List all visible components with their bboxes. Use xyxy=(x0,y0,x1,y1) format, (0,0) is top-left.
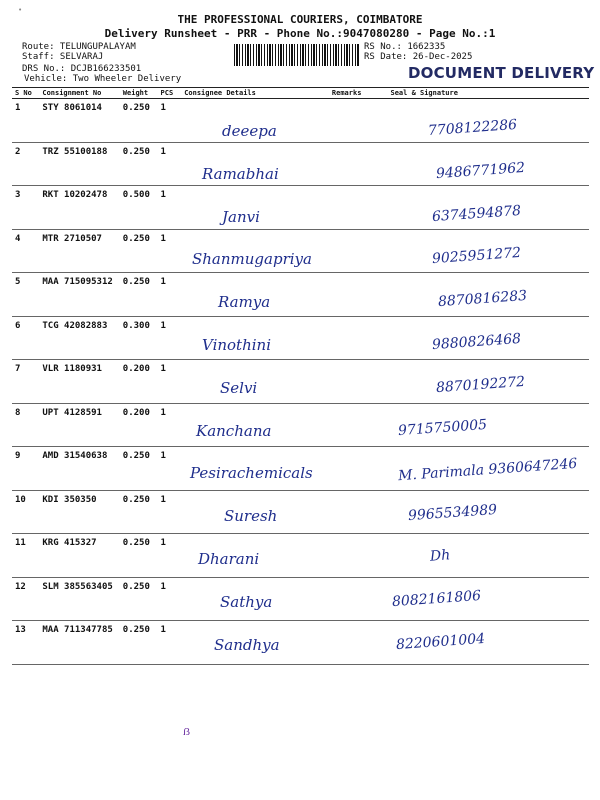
row-weight: 0.500 xyxy=(120,186,158,230)
row-remarks-cell xyxy=(329,534,388,578)
company-title: THE PROFESSIONAL COURIERS, COIMBATORE xyxy=(177,13,423,26)
col-consignee: Consignee Details xyxy=(181,88,329,99)
row-pcs: 1 xyxy=(158,447,182,491)
handwritten-consignee-name: Shanmugapriya xyxy=(192,250,312,269)
row-remarks-cell xyxy=(329,186,388,230)
row-consignment-no: VLR 1180931 xyxy=(39,360,119,404)
handwritten-consignee-name: Dharani xyxy=(198,550,260,568)
handwritten-signature: 9880826468 xyxy=(431,330,522,354)
handwritten-signature: Dh xyxy=(429,547,451,565)
handwritten-signature: 8082161806 xyxy=(391,587,482,610)
row-sno: 11 xyxy=(12,534,39,578)
row-consignment-no: MTR 2710507 xyxy=(39,229,119,273)
handwritten-consignee-name: Pesirachemicals xyxy=(190,464,313,483)
row-sno: 5 xyxy=(12,273,39,317)
corner-mark: • xyxy=(18,6,23,14)
row-weight: 0.250 xyxy=(120,142,158,186)
handwritten-consignee-name: Vinothini xyxy=(202,336,272,354)
row-weight: 0.200 xyxy=(120,360,158,404)
row-consignment-no: SLM 385563405 xyxy=(39,577,119,621)
row-sno: 1 xyxy=(12,99,39,143)
table-header-row xyxy=(12,88,589,99)
row-sno: 4 xyxy=(12,229,39,273)
row-weight: 0.250 xyxy=(120,273,158,317)
row-pcs: 1 xyxy=(158,316,182,360)
row-consignment-no: MAA 711347785 xyxy=(39,621,119,665)
col-remarks: Remarks xyxy=(329,88,388,99)
row-remarks-cell xyxy=(329,360,388,404)
table-row xyxy=(12,621,589,665)
row-consignment-no: UPT 4128591 xyxy=(39,403,119,447)
handwritten-signature: 8870192272 xyxy=(435,373,526,396)
col-consignment: Consignment No xyxy=(39,88,119,99)
row-pcs: 1 xyxy=(158,142,182,186)
handwritten-signature: M. Parimala 9360647246 xyxy=(397,456,578,485)
handwritten-consignee-name: Selvi xyxy=(220,378,258,397)
row-pcs: 1 xyxy=(158,577,182,621)
row-consignment-no: AMD 31540638 xyxy=(39,447,119,491)
row-remarks-cell xyxy=(329,142,388,186)
handwritten-consignee-name: Ramabhai xyxy=(202,164,279,183)
row-pcs: 1 xyxy=(158,490,182,534)
row-remarks-cell xyxy=(329,273,388,317)
handwritten-consignee-name: Kanchana xyxy=(196,421,272,440)
row-sno: 12 xyxy=(12,577,39,621)
staff-label: Staff: SELVARAJ xyxy=(22,52,104,62)
row-consignment-no: KDI 350350 xyxy=(39,490,119,534)
row-weight: 0.250 xyxy=(120,577,158,621)
row-sno: 3 xyxy=(12,186,39,230)
handwritten-signature: 9965534989 xyxy=(407,502,498,525)
row-sno: 8 xyxy=(12,403,39,447)
handwritten-consignee-name: Janvi xyxy=(222,207,260,226)
row-remarks-cell xyxy=(329,403,388,447)
row-consignment-no: TCG 42082883 xyxy=(39,316,119,360)
row-remarks-cell xyxy=(329,99,388,143)
purple-mark: ẞ xyxy=(183,727,191,738)
table-row xyxy=(12,490,589,534)
row-pcs: 1 xyxy=(158,403,182,447)
barcode-image xyxy=(234,44,360,66)
row-pcs: 1 xyxy=(158,273,182,317)
row-remarks-cell xyxy=(329,316,388,360)
row-sno: 6 xyxy=(12,316,39,360)
row-consignment-no: MAA 715095312 xyxy=(39,273,119,317)
row-pcs: 1 xyxy=(158,534,182,578)
row-weight: 0.250 xyxy=(120,534,158,578)
table-row xyxy=(12,403,589,447)
handwritten-signature: 8870816283 xyxy=(437,288,528,311)
col-sno: S No xyxy=(12,88,39,99)
row-sno: 7 xyxy=(12,360,39,404)
row-weight: 0.250 xyxy=(120,99,158,143)
vehicle-label: Vehicle: Two Wheeler Delivery xyxy=(24,74,182,84)
handwritten-signature: 7708122286 xyxy=(427,116,518,140)
table-row xyxy=(12,577,589,621)
row-sno: 9 xyxy=(12,447,39,491)
document-delivery-heading: DOCUMENT DELIVERY xyxy=(408,64,595,82)
row-sno: 13 xyxy=(12,621,39,665)
row-remarks-cell xyxy=(329,229,388,273)
handwritten-consignee-name: Ramya xyxy=(218,293,271,312)
row-weight: 0.300 xyxy=(120,316,158,360)
handwritten-signature: 9715750005 xyxy=(397,416,488,439)
handwritten-consignee-name: Sandhya xyxy=(214,635,280,654)
row-remarks-cell xyxy=(329,490,388,534)
handwritten-signature: 6374594878 xyxy=(431,202,522,225)
row-consignment-no: TRZ 55100188 xyxy=(39,142,119,186)
col-pcs: PCS xyxy=(158,88,182,99)
row-consignment-no: STY 8061014 xyxy=(39,99,119,143)
row-signature-cell xyxy=(388,534,590,578)
row-remarks-cell xyxy=(329,577,388,621)
row-pcs: 1 xyxy=(158,621,182,665)
row-pcs: 1 xyxy=(158,99,182,143)
runsheet-line: Delivery Runsheet - PRR - Phone No.:9047080280 - Page No.:1 xyxy=(104,27,496,40)
handwritten-signature: 9025951272 xyxy=(431,245,522,268)
rs-no-label: RS No.: 1662335 xyxy=(364,42,446,52)
row-weight: 0.200 xyxy=(120,403,158,447)
row-sno: 10 xyxy=(12,490,39,534)
row-pcs: 1 xyxy=(158,229,182,273)
row-remarks-cell xyxy=(329,621,388,665)
table-row xyxy=(12,534,589,578)
col-weight: Weight xyxy=(120,88,158,99)
route-label: Route: TELUNGUPALAYAM xyxy=(22,42,136,52)
handwritten-consignee-name: Sathya xyxy=(220,592,273,611)
row-weight: 0.250 xyxy=(120,621,158,665)
handwritten-signature: 8220601004 xyxy=(395,630,486,653)
row-sno: 2 xyxy=(12,142,39,186)
row-weight: 0.250 xyxy=(120,229,158,273)
row-pcs: 1 xyxy=(158,186,182,230)
row-pcs: 1 xyxy=(158,360,182,404)
row-remarks-cell xyxy=(329,447,388,491)
handwritten-signature: 9486771962 xyxy=(435,159,526,182)
rs-date-label: RS Date: 26-Dec-2025 xyxy=(364,52,473,62)
row-consignment-no: RKT 10202478 xyxy=(39,186,119,230)
handwritten-consignee-name: deeepa xyxy=(222,122,277,140)
row-weight: 0.250 xyxy=(120,447,158,491)
handwritten-consignee-name: Suresh xyxy=(224,507,278,526)
col-signature: Seal & Signature xyxy=(388,88,590,99)
row-weight: 0.250 xyxy=(120,490,158,534)
row-consignment-no: KRG 415327 xyxy=(39,534,119,578)
drs-label: DRS No.: DCJB166233501 xyxy=(22,64,142,74)
